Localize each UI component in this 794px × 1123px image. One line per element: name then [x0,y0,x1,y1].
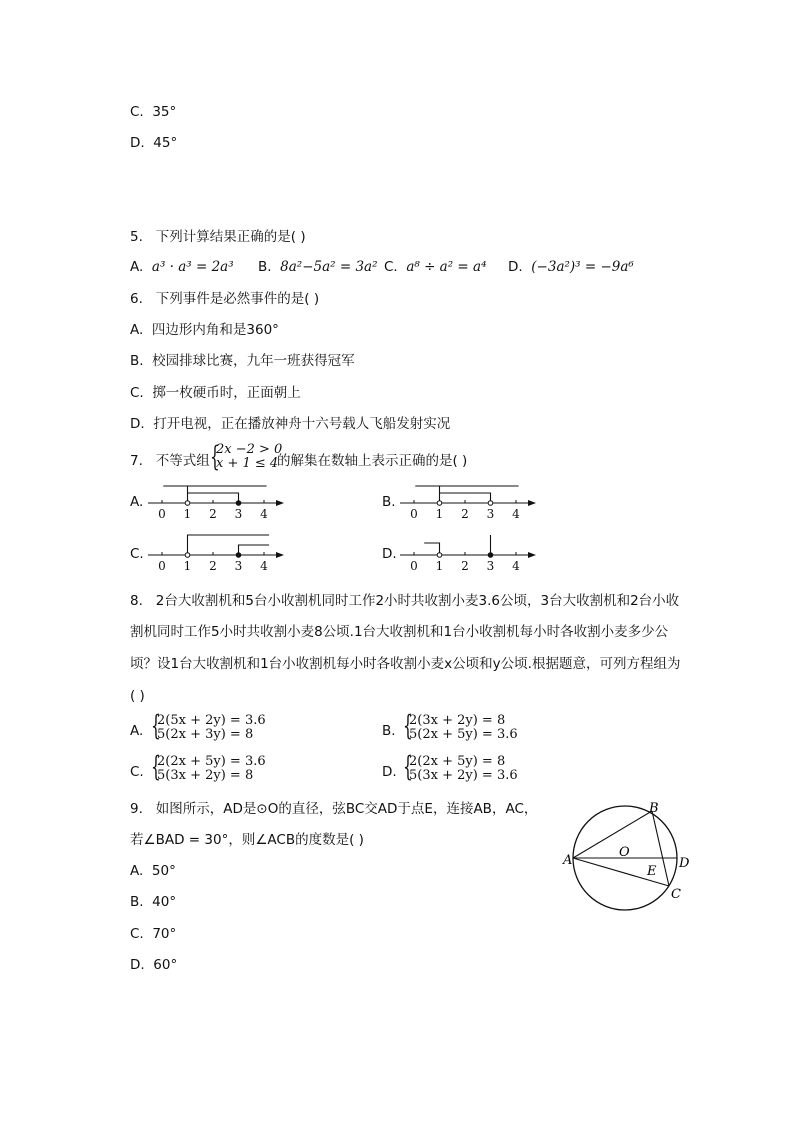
q8-option-c-system [147,750,287,785]
equation-2: 5(2x + 3y) = 8 [157,727,254,742]
tick-label: 3 [234,507,243,521]
equation-2: 5(3x + 2y) = 3.6 [409,768,518,783]
tick-label: 0 [410,507,418,521]
tick-label: 1 [183,559,192,573]
endpoint-start [185,553,190,558]
q8-line-2: 割机同时工作5小时共收割小麦8公顷.1台大收割机和1台小收割机每小时各收割小麦多少公 [130,624,669,640]
q4-option-c [130,104,176,120]
option-text: 8a²−5a² = 3a² [280,259,378,275]
tick-label: 3 [486,559,495,573]
question-number: 7. [130,453,143,469]
tick-label: 3 [486,507,495,521]
q9-line-2: 若∠BAD = 30°，则∠ACB的度数是( ) [130,832,364,848]
tick-label: 3 [234,559,243,573]
option-text: 40° [152,894,177,910]
solution-ray-2 [239,545,270,555]
tick-label: 4 [512,559,520,573]
option-text: a³ · a³ = 2a³ [151,259,234,275]
q8-line-3: 顷？设1台大收割机和1台小收割机每小时各收割小麦x公顷和y公顷.根据题意，可列方程组为 [130,656,681,672]
axis-arrow [276,552,284,558]
tick-label: 2 [209,507,217,521]
tick-label: 1 [435,559,444,573]
label-e: E [647,864,657,879]
label-o: O [619,845,630,860]
q7-option-d-letter: D. [382,546,397,562]
axis-arrow [528,552,536,558]
option-letter: C. [130,104,144,120]
q7-stem-after: 的解集在数轴上表示正确的是( ) [277,453,468,469]
solution-ray-left [424,543,439,555]
q8-line-1 [130,593,679,609]
q5-option-a: A. a³ · a³ = 2a³ [130,259,234,275]
tick-label: 2 [461,507,469,521]
equation-1: 2(2x + 5y) = 3.6 [157,754,266,769]
q5-option-c: C. a⁸ ÷ a² = a⁴ [384,259,487,275]
axis-arrow [528,500,536,506]
label-c: C [671,887,681,902]
q9-option-a: A. 50° [130,863,176,879]
question-text: 如图所示，AD是⊙O的直径，弦BC交AD于点E，连接AB，AC， [155,801,538,817]
q8-line-4: ( ) [130,688,145,704]
question-number: 5. [130,229,143,245]
question-text: 下列计算结果正确的是( ) [155,229,306,245]
question-text: 2台大收割机和5台小收割机同时工作2小时共收割小麦3.6公顷，3台大收割机和2台小收 [155,593,680,609]
question-text: 下列事件是必然事件的是( ) [155,291,320,307]
option-text: 四边形内角和是360° [151,322,279,338]
q7-option-b-number-line [400,476,540,524]
tick-label: 1 [183,507,192,521]
question-number: 8. [130,593,143,609]
option-text: 60° [153,957,178,973]
tick-label: 4 [260,559,268,573]
q6-option-d: D. 打开电视，正在播放神舟十六号载人飞船发射实况 [130,416,451,432]
q7-option-b-letter: B. [382,494,396,510]
equation-1: 2(5x + 2y) = 3.6 [157,713,266,728]
q9-option-b: B. 40° [130,894,177,910]
endpoint-start [185,501,190,506]
q5-stem [130,229,306,245]
option-text: a⁸ ÷ a² = a⁴ [406,259,487,275]
system-brace: { [403,709,413,742]
tick-label: 1 [435,507,444,521]
system-brace: { [151,709,161,742]
q4-option-d [130,135,177,151]
tick-label: 0 [158,507,166,521]
chord-ab [573,811,652,858]
q8-option-b-system [399,709,539,744]
q8-option-c-letter: C. [130,764,144,780]
equation-1: 2(3x + 2y) = 8 [409,713,506,728]
q6-option-c: C. 掷一枚硬币时，正面朝上 [130,385,301,401]
q9-option-d: D. 60° [130,957,178,973]
option-text: (−3a²)³ = −9a⁶ [531,259,634,275]
option-text: 50° [151,863,176,879]
q8-option-b-letter: B. [382,723,396,739]
equation-1: 2(2x + 5y) = 8 [409,754,506,769]
inequality-1: 2x −2 > 0 [216,442,283,457]
option-text: 掷一枚硬币时，正面朝上 [152,385,301,401]
endpoint-end [236,553,241,558]
option-letter: D. [130,135,145,151]
q7-option-c-letter: C. [130,546,144,562]
option-text: 校园排球比赛，九年一班获得冠军 [152,353,355,369]
tick-label: 0 [158,559,166,573]
system-brace: { [151,750,161,783]
tick-label: 2 [461,559,469,573]
q7-option-a-number-line [148,476,288,524]
q9-option-c: C. 70° [130,926,177,942]
equation-2: 5(2x + 5y) = 3.6 [409,727,518,742]
tick-label: 4 [260,507,268,521]
question-number: 9. [130,801,143,817]
q6-option-a: A. 四边形内角和是360° [130,322,279,338]
q6-option-b: B. 校园排球比赛，九年一班获得冠军 [130,353,355,369]
q7-inequality-system [206,440,286,473]
q5-option-d: D. (−3a²)³ = −9a⁶ [508,259,634,275]
system-brace: { [210,440,220,473]
question-text: 不等式组 [155,453,210,469]
q8-option-a-letter: A. [130,723,144,739]
label-a: A [563,853,573,868]
q8-option-d-system [399,750,539,785]
endpoint-end [488,501,493,506]
q7-stem-number [130,453,210,469]
endpoint-end [488,553,493,558]
q5-option-b: B. 8a²−5a² = 3a² [258,259,378,275]
tick-label: 2 [209,559,217,573]
inequality-2: x + 1 ≤ 4 [216,456,279,471]
q6-stem [130,291,319,307]
equation-2: 5(3x + 2y) = 8 [157,768,254,783]
q7-option-c-number-line [148,528,288,576]
label-b: B [649,801,659,816]
tick-label: 4 [512,507,520,521]
option-text: 45° [153,135,178,151]
q8-option-d-letter: D. [382,764,397,780]
q7-option-a-letter: A. [130,494,144,510]
question-number: 6. [130,291,143,307]
tick-label: 0 [410,559,418,573]
q9-line-1 [130,801,537,817]
axis-arrow [276,500,284,506]
option-text: 打开电视，正在播放神舟十六号载人飞船发射实况 [153,416,451,432]
endpoint-end [236,501,241,506]
q9-circle-figure [560,800,700,915]
q8-option-a-system [147,709,287,744]
q7-option-d-number-line [400,528,540,576]
endpoint-start [437,501,442,506]
option-text: 70° [152,926,177,942]
option-text: 35° [152,104,177,120]
system-brace: { [403,750,413,783]
label-d: D [679,856,690,871]
endpoint-start [437,553,442,558]
